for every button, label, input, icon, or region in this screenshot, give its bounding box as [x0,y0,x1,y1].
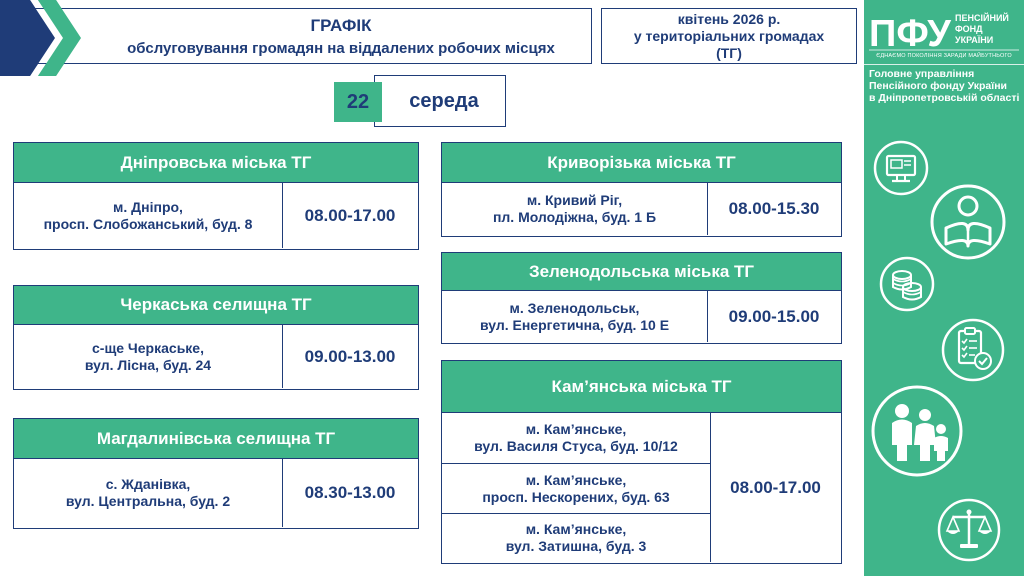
weekday-box [374,75,506,127]
location-address: м. Кривий Ріг, пл. Молодіжна, буд. 1 Б [492,192,657,225]
pfu-name-line2: ФОНД [955,24,983,34]
location-address: м. Кам’янське, вул. Василя Стуса, буд. 10/12 [474,421,678,454]
period-abbr: (ТГ) [716,44,742,61]
location-address: м. Кам’янське, просп. Нескорених, буд. 63 [442,463,710,513]
working-hours: 08.00-17.00 [282,183,417,248]
pfu-slogan: ЄДНАЄМО ПОКОЛІННЯ ЗАРАДИ МАЙБУТНЬОГО [876,53,1012,59]
location-address: с. Жданівка, вул. Центральна, буд. 2 [65,476,231,509]
community-name: Магдалинівська селищна ТГ [14,419,418,459]
location-address: с-ще Черкаське, вул. Лісна, буд. 24 [84,339,212,373]
header-chevrons-overlay [0,0,90,76]
period-scope: у територіальних громадах [633,27,825,44]
working-hours: 09.00-13.00 [282,325,417,388]
community-name: Криворізька міська ТГ [442,143,841,183]
pfu-name-line3: УКРАЇНИ [955,35,994,45]
day-number: 22 [334,82,382,122]
computer-icon [873,140,929,196]
community-card-cherkaske [13,285,419,390]
location-address: м. Кам’янське, вул. Затишна, буд. 3 [442,513,710,562]
pfu-logo-text: ПФУ [869,13,951,55]
community-name: Зеленодольська міська ТГ [442,253,841,291]
schedule-title: ГРАФІК [310,15,372,35]
weekday: середа [409,89,479,112]
schedule-subtitle: обслуговування громадян на віддалених робочих місцях [127,39,555,57]
community-card-kryvyi-rih [441,142,842,237]
location-address: м. Зеленодольськ, вул. Енергетична, буд. 10 Е [479,299,670,333]
working-hours: 08.30-13.00 [282,459,417,527]
family-icon [869,383,965,479]
sidebar-divider [864,64,1024,65]
community-name: Черкаська селищна ТГ [14,286,418,325]
community-name: Дніпровська міська ТГ [14,143,418,183]
community-card-zelenodolsk [441,252,842,344]
community-card-kamianske [441,360,842,564]
working-hours: 08.00-17.00 [710,413,840,562]
community-card-dnipro [13,142,419,250]
pfu-name-line1: ПЕНСІЙНИЙ [955,13,1009,23]
coins-icon [878,255,936,313]
community-name: Кам’янська міська ТГ [442,361,841,413]
period-box [601,8,857,64]
reading-person-icon [928,182,1008,262]
period-month: квітень 2026 р. [677,10,781,27]
org-name: Головне управління Пенсійного фонду України в Дніпропетровській області [869,68,1020,104]
scales-icon [936,497,1002,563]
working-hours: 09.00-15.00 [707,291,840,342]
community-card-mahdalynivka [13,418,419,529]
checklist-icon [940,317,1006,383]
working-hours: 08.00-15.30 [707,183,840,235]
location-address: м. Дніпро, просп. Слобожанський, буд. 8 [43,198,253,232]
